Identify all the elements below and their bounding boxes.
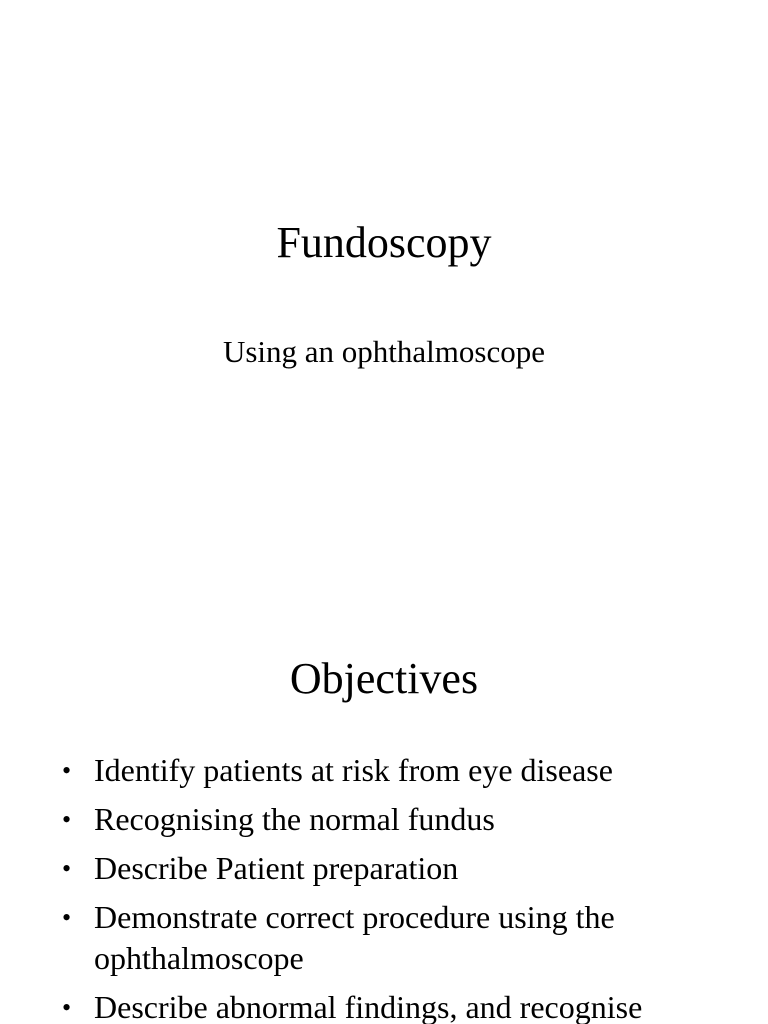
list-item bbox=[62, 987, 722, 1024]
bullet-icon: • bbox=[62, 993, 72, 1022]
list-item-text: Recognising the normal fundus bbox=[94, 801, 495, 837]
objectives-list bbox=[62, 750, 722, 1024]
list-item-text: Identify patients at risk from eye disease bbox=[94, 752, 613, 788]
list-item bbox=[62, 799, 722, 840]
slide-title: Fundoscopy bbox=[276, 218, 492, 267]
slide-subtitle: Using an ophthalmoscope bbox=[222, 334, 545, 369]
list-item bbox=[62, 848, 722, 889]
list-item bbox=[62, 750, 722, 791]
bullet-icon: • bbox=[62, 903, 72, 932]
list-item-text: Describe Patient preparation bbox=[94, 850, 459, 886]
slide-objectives bbox=[0, 576, 768, 1024]
bullet-icon: • bbox=[62, 805, 72, 834]
list-item bbox=[62, 897, 722, 979]
slide-title: Objectives bbox=[289, 654, 479, 703]
bullet-icon: • bbox=[62, 854, 72, 883]
list-item-text: Describe abnormal findings, and recognise bbox=[94, 989, 643, 1024]
bullet-icon: • bbox=[62, 756, 72, 785]
list-item-text: Demonstrate correct procedure using the ophthalmoscope bbox=[94, 899, 615, 976]
